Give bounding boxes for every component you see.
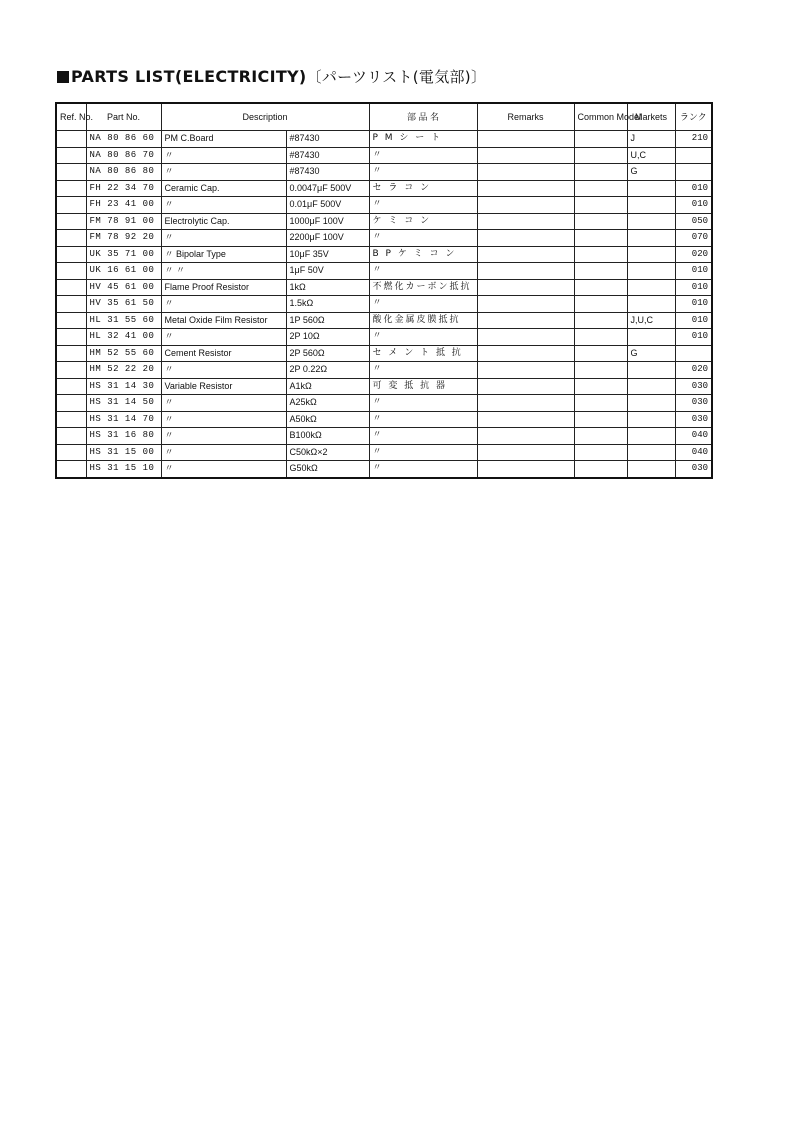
markets-cell [627, 230, 675, 247]
value-cell: 1kΩ [286, 279, 369, 296]
rank-cell: 010 [675, 312, 712, 329]
part-no-cell: HS 31 15 00 [86, 444, 161, 461]
common-model-cell [574, 378, 627, 395]
jp-name-cell: 〃 [369, 329, 477, 346]
jp-name-cell: 〃 [369, 444, 477, 461]
part-no-cell: FH 22 34 70 [86, 180, 161, 197]
rank-cell: 050 [675, 213, 712, 230]
rank-cell: 010 [675, 180, 712, 197]
remarks-cell [477, 378, 574, 395]
description-cell: Cement Resistor [161, 345, 286, 362]
rank-cell: 040 [675, 428, 712, 445]
markets-cell [627, 263, 675, 280]
rank-cell: 010 [675, 197, 712, 214]
ref-cell [56, 461, 86, 478]
value-cell: 2200μF 100V [286, 230, 369, 247]
markets-cell: U,C [627, 147, 675, 164]
table-row [56, 428, 712, 445]
header-common-model: Common Model [574, 103, 627, 131]
markets-cell [627, 180, 675, 197]
value-cell: 1P 560Ω [286, 312, 369, 329]
remarks-cell [477, 213, 574, 230]
common-model-cell [574, 461, 627, 478]
jp-name-cell: 〃 [369, 164, 477, 181]
table-row [56, 147, 712, 164]
markets-cell [627, 395, 675, 412]
rank-cell: 030 [675, 411, 712, 428]
remarks-cell [477, 147, 574, 164]
description-cell: 〃 [161, 147, 286, 164]
part-no-cell: FM 78 91 00 [86, 213, 161, 230]
remarks-cell [477, 164, 574, 181]
markets-cell [627, 428, 675, 445]
common-model-cell [574, 312, 627, 329]
ref-cell [56, 345, 86, 362]
table-row [56, 197, 712, 214]
table-row [56, 378, 712, 395]
markets-cell [627, 329, 675, 346]
remarks-cell [477, 395, 574, 412]
description-cell: Variable Resistor [161, 378, 286, 395]
markets-cell [627, 213, 675, 230]
table-row [56, 263, 712, 280]
part-no-cell: NA 80 86 70 [86, 147, 161, 164]
markets-cell [627, 444, 675, 461]
page-title [57, 66, 486, 87]
part-no-cell: HS 31 14 50 [86, 395, 161, 412]
table-row [56, 131, 712, 148]
jp-name-cell: 〃 [369, 230, 477, 247]
part-no-cell: HL 31 55 60 [86, 312, 161, 329]
description-cell: Ceramic Cap. [161, 180, 286, 197]
value-cell: A50kΩ [286, 411, 369, 428]
part-no-cell: HL 32 41 00 [86, 329, 161, 346]
ref-cell [56, 147, 86, 164]
ref-cell [56, 395, 86, 412]
description-cell: 〃 [161, 395, 286, 412]
description-cell: Metal Oxide Film Resistor [161, 312, 286, 329]
rank-cell [675, 345, 712, 362]
ref-cell [56, 312, 86, 329]
jp-name-cell: ケ ミ コ ン [369, 213, 477, 230]
header-part-no: Part No. [86, 103, 161, 131]
remarks-cell [477, 411, 574, 428]
ref-cell [56, 197, 86, 214]
header-jp-name: 部 品 名 [369, 103, 477, 131]
description-cell: 〃 [161, 461, 286, 478]
table-row [56, 444, 712, 461]
ref-cell [56, 246, 86, 263]
value-cell: 0.01μF 500V [286, 197, 369, 214]
header-markets: Markets [627, 103, 675, 131]
common-model-cell [574, 246, 627, 263]
table-row [56, 362, 712, 379]
markets-cell [627, 279, 675, 296]
remarks-cell [477, 230, 574, 247]
remarks-cell [477, 296, 574, 313]
value-cell: 2P 10Ω [286, 329, 369, 346]
table-header-row [56, 103, 712, 131]
markets-cell: G [627, 164, 675, 181]
jp-name-cell: B P ケ ミ コ ン [369, 246, 477, 263]
description-cell: 〃 [161, 411, 286, 428]
jp-name-cell: 〃 [369, 147, 477, 164]
value-cell: 10μF 35V [286, 246, 369, 263]
common-model-cell [574, 197, 627, 214]
value-cell: #87430 [286, 147, 369, 164]
part-no-cell: HM 52 55 60 [86, 345, 161, 362]
markets-cell [627, 378, 675, 395]
rank-cell: 020 [675, 362, 712, 379]
value-cell: #87430 [286, 131, 369, 148]
part-no-cell: FH 23 41 00 [86, 197, 161, 214]
value-cell: G50kΩ [286, 461, 369, 478]
description-cell: 〃 [161, 362, 286, 379]
markets-cell [627, 461, 675, 478]
common-model-cell [574, 213, 627, 230]
remarks-cell [477, 362, 574, 379]
common-model-cell [574, 444, 627, 461]
rank-cell: 030 [675, 461, 712, 478]
title-main: PARTS LIST(ELECTRICITY) [71, 67, 307, 86]
jp-name-cell: 〃 [369, 395, 477, 412]
title-japanese: 〔パーツリスト(電気部)〕 [306, 68, 487, 86]
common-model-cell [574, 180, 627, 197]
common-model-cell [574, 395, 627, 412]
part-no-cell: HS 31 14 70 [86, 411, 161, 428]
table-row [56, 411, 712, 428]
part-no-cell: UK 35 71 00 [86, 246, 161, 263]
header-rank: ランク [675, 103, 712, 131]
description-cell: 〃 〃 [161, 263, 286, 280]
jp-name-cell: 〃 [369, 428, 477, 445]
ref-cell [56, 296, 86, 313]
description-cell: 〃 [161, 444, 286, 461]
table-row [56, 329, 712, 346]
remarks-cell [477, 180, 574, 197]
rank-cell: 040 [675, 444, 712, 461]
common-model-cell [574, 345, 627, 362]
markets-cell: J,U,C [627, 312, 675, 329]
part-no-cell: HV 45 61 00 [86, 279, 161, 296]
table-row [56, 395, 712, 412]
jp-name-cell: P M シ ー ト [369, 131, 477, 148]
remarks-cell [477, 263, 574, 280]
common-model-cell [574, 147, 627, 164]
common-model-cell [574, 263, 627, 280]
common-model-cell [574, 411, 627, 428]
jp-name-cell: 酸化金属皮膜抵抗 [369, 312, 477, 329]
ref-cell [56, 362, 86, 379]
rank-cell: 020 [675, 246, 712, 263]
remarks-cell [477, 428, 574, 445]
jp-name-cell: 可 変 抵 抗 器 [369, 378, 477, 395]
common-model-cell [574, 164, 627, 181]
part-no-cell: HV 35 61 50 [86, 296, 161, 313]
table-row [56, 230, 712, 247]
value-cell: 2P 560Ω [286, 345, 369, 362]
ref-cell [56, 263, 86, 280]
value-cell: 0.0047μF 500V [286, 180, 369, 197]
ref-cell [56, 411, 86, 428]
ref-cell [56, 279, 86, 296]
value-cell: #87430 [286, 164, 369, 181]
remarks-cell [477, 131, 574, 148]
rank-cell: 210 [675, 131, 712, 148]
description-cell: PM C.Board [161, 131, 286, 148]
rank-cell: 030 [675, 378, 712, 395]
rank-cell: 010 [675, 263, 712, 280]
jp-name-cell: 〃 [369, 461, 477, 478]
value-cell: A1kΩ [286, 378, 369, 395]
remarks-cell [477, 345, 574, 362]
part-no-cell: HS 31 15 10 [86, 461, 161, 478]
jp-name-cell: セ ラ コ ン [369, 180, 477, 197]
parts-table [55, 102, 713, 479]
ref-cell [56, 329, 86, 346]
rank-cell: 070 [675, 230, 712, 247]
part-no-cell: HS 31 14 30 [86, 378, 161, 395]
jp-name-cell: 〃 [369, 263, 477, 280]
common-model-cell [574, 329, 627, 346]
ref-cell [56, 428, 86, 445]
jp-name-cell: 〃 [369, 411, 477, 428]
part-no-cell: UK 16 61 00 [86, 263, 161, 280]
ref-cell [56, 378, 86, 395]
remarks-cell [477, 444, 574, 461]
part-no-cell: HM 52 22 20 [86, 362, 161, 379]
part-no-cell: HS 31 16 80 [86, 428, 161, 445]
table-row [56, 279, 712, 296]
value-cell: 2P 0.22Ω [286, 362, 369, 379]
table-row [56, 246, 712, 263]
ref-cell [56, 131, 86, 148]
markets-cell [627, 362, 675, 379]
common-model-cell [574, 279, 627, 296]
value-cell: A25kΩ [286, 395, 369, 412]
remarks-cell [477, 246, 574, 263]
value-cell: 1μF 50V [286, 263, 369, 280]
description-cell: 〃 Bipolar Type [161, 246, 286, 263]
ref-cell [56, 164, 86, 181]
table-row [56, 213, 712, 230]
remarks-cell [477, 279, 574, 296]
rank-cell: 030 [675, 395, 712, 412]
description-cell: 〃 [161, 329, 286, 346]
part-no-cell: NA 80 86 60 [86, 131, 161, 148]
description-cell: 〃 [161, 428, 286, 445]
markets-cell [627, 197, 675, 214]
markets-cell: J [627, 131, 675, 148]
ref-cell [56, 444, 86, 461]
description-cell: 〃 [161, 197, 286, 214]
remarks-cell [477, 329, 574, 346]
table-row [56, 164, 712, 181]
jp-name-cell: 〃 [369, 362, 477, 379]
ref-cell [56, 213, 86, 230]
part-no-cell: FM 78 92 20 [86, 230, 161, 247]
part-no-cell: NA 80 86 80 [86, 164, 161, 181]
value-cell: 1000μF 100V [286, 213, 369, 230]
ref-cell [56, 230, 86, 247]
jp-name-cell: 〃 [369, 197, 477, 214]
description-cell: Electrolytic Cap. [161, 213, 286, 230]
common-model-cell [574, 230, 627, 247]
header-description: Description [161, 103, 369, 131]
description-cell: 〃 [161, 230, 286, 247]
rank-cell: 010 [675, 329, 712, 346]
common-model-cell [574, 131, 627, 148]
value-cell: 1.5kΩ [286, 296, 369, 313]
common-model-cell [574, 428, 627, 445]
remarks-cell [477, 461, 574, 478]
table-row [56, 312, 712, 329]
description-cell: 〃 [161, 164, 286, 181]
jp-name-cell: 〃 [369, 296, 477, 313]
square-bullet-icon [57, 71, 69, 83]
value-cell: C50kΩ×2 [286, 444, 369, 461]
table-row [56, 461, 712, 478]
markets-cell [627, 411, 675, 428]
markets-cell [627, 296, 675, 313]
rank-cell [675, 164, 712, 181]
ref-cell [56, 180, 86, 197]
table-row [56, 296, 712, 313]
table-row [56, 345, 712, 362]
description-cell: Flame Proof Resistor [161, 279, 286, 296]
header-ref: Ref. No. [56, 103, 86, 131]
header-remarks: Remarks [477, 103, 574, 131]
rank-cell: 010 [675, 296, 712, 313]
jp-name-cell: 不燃化カーボン抵抗 [369, 279, 477, 296]
remarks-cell [477, 197, 574, 214]
table-row [56, 180, 712, 197]
common-model-cell [574, 296, 627, 313]
value-cell: B100kΩ [286, 428, 369, 445]
remarks-cell [477, 312, 574, 329]
description-cell: 〃 [161, 296, 286, 313]
rank-cell [675, 147, 712, 164]
common-model-cell [574, 362, 627, 379]
jp-name-cell: セ メ ン ト 抵 抗 [369, 345, 477, 362]
rank-cell: 010 [675, 279, 712, 296]
markets-cell [627, 246, 675, 263]
markets-cell: G [627, 345, 675, 362]
